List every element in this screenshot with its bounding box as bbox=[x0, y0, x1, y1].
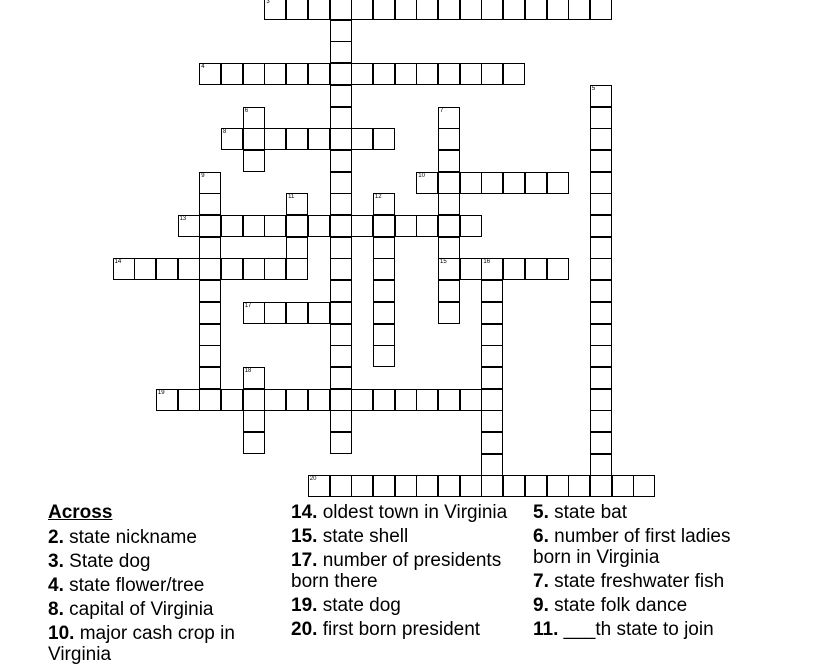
grid-cell[interactable] bbox=[547, 0, 569, 20]
grid-cell[interactable] bbox=[481, 0, 503, 20]
across-heading: Across bbox=[48, 502, 113, 523]
grid-cell[interactable] bbox=[178, 258, 200, 280]
grid-cell[interactable] bbox=[264, 0, 286, 20]
clue-text: oldest town in Virginia bbox=[322, 502, 508, 523]
clue-item bbox=[291, 595, 521, 616]
grid-cell[interactable] bbox=[438, 258, 460, 280]
grid-cell[interactable] bbox=[547, 475, 569, 497]
grid-cell[interactable] bbox=[395, 63, 417, 85]
grid-cell[interactable] bbox=[481, 367, 503, 389]
grid-cell[interactable] bbox=[199, 345, 221, 367]
grid-cell[interactable] bbox=[590, 85, 612, 107]
grid-cell[interactable] bbox=[590, 367, 612, 389]
grid-cell[interactable] bbox=[330, 85, 352, 107]
grid-cell[interactable] bbox=[330, 432, 352, 454]
clue-text: first born president bbox=[322, 619, 481, 640]
clue-text: number of first ladies born in Virginia bbox=[533, 526, 731, 568]
clue-number: 7. bbox=[533, 571, 549, 592]
grid-cell[interactable] bbox=[264, 258, 286, 280]
clue-item bbox=[291, 619, 521, 640]
clue-number: 15. bbox=[291, 526, 318, 547]
clues-across-column bbox=[48, 502, 278, 668]
grid-cell[interactable] bbox=[243, 389, 265, 411]
grid-cell[interactable] bbox=[330, 41, 352, 63]
grid-cell[interactable] bbox=[547, 172, 569, 194]
clue-text: state shell bbox=[322, 526, 409, 547]
grid-cell[interactable] bbox=[503, 63, 525, 85]
cell-number: 14 bbox=[114, 259, 122, 266]
grid-cell[interactable] bbox=[221, 63, 243, 85]
grid-cell[interactable] bbox=[590, 237, 612, 259]
grid-cell[interactable] bbox=[330, 324, 352, 346]
grid-cell[interactable] bbox=[243, 128, 265, 150]
grid-cell[interactable] bbox=[330, 172, 352, 194]
grid-cell[interactable] bbox=[113, 258, 135, 280]
grid-cell[interactable] bbox=[373, 0, 395, 20]
cell-number: 16 bbox=[483, 259, 491, 266]
grid-cell[interactable] bbox=[221, 389, 243, 411]
grid-cell[interactable] bbox=[373, 215, 395, 237]
grid-cell[interactable] bbox=[416, 215, 438, 237]
clue-item bbox=[533, 502, 763, 523]
grid-cell[interactable] bbox=[460, 475, 482, 497]
clue-item bbox=[533, 571, 763, 592]
grid-cell[interactable] bbox=[481, 454, 503, 476]
cell-number: 15 bbox=[440, 259, 447, 266]
grid-cell[interactable] bbox=[438, 172, 460, 194]
grid-cell[interactable] bbox=[416, 0, 438, 20]
cell-number: 12 bbox=[374, 194, 382, 201]
grid-cell[interactable] bbox=[438, 128, 460, 150]
grid-cell[interactable] bbox=[199, 215, 221, 237]
grid-cell[interactable] bbox=[264, 215, 286, 237]
grid-cell[interactable] bbox=[243, 215, 265, 237]
grid-cell[interactable] bbox=[416, 172, 438, 194]
clue-item bbox=[291, 526, 521, 547]
grid-cell[interactable] bbox=[199, 367, 221, 389]
grid-cell[interactable] bbox=[351, 215, 373, 237]
cell-number: 5 bbox=[591, 85, 596, 92]
grid-cell[interactable] bbox=[156, 258, 178, 280]
grid-cell[interactable] bbox=[373, 475, 395, 497]
grid-cell[interactable] bbox=[286, 63, 308, 85]
grid-cell[interactable] bbox=[330, 63, 352, 85]
clues-down-column bbox=[533, 502, 763, 643]
grid-cell[interactable] bbox=[221, 128, 243, 150]
grid-cell[interactable] bbox=[308, 63, 330, 85]
grid-cell[interactable] bbox=[590, 128, 612, 150]
grid-cell[interactable] bbox=[264, 302, 286, 324]
grid-cell[interactable] bbox=[221, 215, 243, 237]
grid-cell[interactable] bbox=[481, 258, 503, 280]
grid-cell[interactable] bbox=[308, 475, 330, 497]
grid-cell[interactable] bbox=[460, 215, 482, 237]
grid-cell[interactable] bbox=[330, 475, 352, 497]
grid-cell[interactable] bbox=[351, 0, 373, 20]
cell-number: 11 bbox=[288, 194, 295, 201]
grid-cell[interactable] bbox=[330, 389, 352, 411]
grid-cell[interactable] bbox=[351, 63, 373, 85]
grid-cell[interactable] bbox=[590, 193, 612, 215]
grid-cell[interactable] bbox=[286, 0, 308, 20]
grid-cell[interactable] bbox=[264, 128, 286, 150]
clue-number: 9. bbox=[533, 595, 549, 616]
grid-cell[interactable] bbox=[351, 475, 373, 497]
grid-cell[interactable] bbox=[568, 0, 590, 20]
grid-cell[interactable] bbox=[221, 258, 243, 280]
grid-cell[interactable] bbox=[330, 345, 352, 367]
clue-text: state freshwater fish bbox=[554, 571, 725, 592]
clues-middle-column bbox=[291, 502, 521, 643]
cell-number: 17 bbox=[244, 302, 252, 309]
grid-cell[interactable] bbox=[330, 367, 352, 389]
grid-cell[interactable] bbox=[525, 0, 547, 20]
grid-cell[interactable] bbox=[481, 475, 503, 497]
cell-number: 13 bbox=[179, 216, 187, 222]
grid-cell[interactable] bbox=[590, 432, 612, 454]
grid-cell[interactable] bbox=[243, 150, 265, 172]
grid-cell[interactable] bbox=[373, 345, 395, 367]
clue-number: 14. bbox=[291, 502, 318, 523]
grid-cell[interactable] bbox=[243, 302, 265, 324]
grid-cell[interactable] bbox=[286, 237, 308, 259]
grid-cell[interactable] bbox=[373, 324, 395, 346]
grid-cell[interactable] bbox=[438, 193, 460, 215]
grid-cell[interactable] bbox=[438, 237, 460, 259]
grid-cell[interactable] bbox=[286, 258, 308, 280]
grid-cell[interactable] bbox=[330, 237, 352, 259]
grid-cell[interactable] bbox=[373, 389, 395, 411]
clue-number: 10. bbox=[48, 623, 75, 644]
grid-cell[interactable] bbox=[525, 258, 547, 280]
grid-cell[interactable] bbox=[395, 215, 417, 237]
clue-text: major cash crop in Virginia bbox=[48, 623, 235, 665]
grid-cell[interactable] bbox=[438, 389, 460, 411]
grid-cell[interactable] bbox=[178, 215, 200, 237]
clue-number: 20. bbox=[291, 619, 318, 640]
grid-cell[interactable] bbox=[395, 0, 417, 20]
cell-number: 19 bbox=[157, 389, 165, 396]
grid-cell[interactable] bbox=[547, 258, 569, 280]
grid-cell[interactable] bbox=[330, 128, 352, 150]
grid-cell[interactable] bbox=[286, 302, 308, 324]
clue-item bbox=[48, 599, 278, 620]
grid-cell[interactable] bbox=[460, 63, 482, 85]
grid-cell[interactable] bbox=[503, 475, 525, 497]
grid-cell[interactable] bbox=[373, 302, 395, 324]
grid-cell[interactable] bbox=[199, 280, 221, 302]
grid-cell[interactable] bbox=[373, 128, 395, 150]
grid-cell[interactable] bbox=[351, 389, 373, 411]
grid-cell[interactable] bbox=[612, 475, 634, 497]
grid-cell[interactable] bbox=[286, 128, 308, 150]
clue-item bbox=[533, 619, 763, 640]
clue-number: 2. bbox=[48, 527, 64, 548]
grid-cell[interactable] bbox=[481, 172, 503, 194]
cell-number: 4 bbox=[201, 64, 205, 71]
grid-cell[interactable] bbox=[199, 63, 221, 85]
cell-number: 18 bbox=[244, 367, 252, 374]
grid-cell[interactable] bbox=[438, 475, 460, 497]
clue-text: capital of Virginia bbox=[69, 599, 214, 620]
clue-item bbox=[48, 575, 278, 596]
grid-cell[interactable] bbox=[330, 107, 352, 129]
grid-cell[interactable] bbox=[243, 410, 265, 432]
grid-cell[interactable] bbox=[308, 0, 330, 20]
grid-cell[interactable] bbox=[308, 389, 330, 411]
cell-number: 3 bbox=[266, 0, 270, 5]
grid-cell[interactable] bbox=[395, 389, 417, 411]
grid-cell[interactable] bbox=[503, 0, 525, 20]
clue-text: state flower/tree bbox=[69, 575, 205, 596]
grid-cell[interactable] bbox=[373, 193, 395, 215]
grid-cell[interactable] bbox=[286, 389, 308, 411]
grid-cell[interactable] bbox=[590, 389, 612, 411]
cell-number: 8 bbox=[223, 129, 227, 136]
grid-cell[interactable] bbox=[373, 280, 395, 302]
grid-cell[interactable] bbox=[243, 107, 265, 129]
clue-number: 6. bbox=[533, 526, 549, 547]
grid-cell[interactable] bbox=[590, 302, 612, 324]
grid-cell[interactable] bbox=[503, 172, 525, 194]
grid-cell[interactable] bbox=[178, 389, 200, 411]
grid-cell[interactable] bbox=[373, 258, 395, 280]
clue-text: ___th state to join bbox=[563, 619, 714, 640]
grid-cell[interactable] bbox=[590, 410, 612, 432]
grid-cell[interactable] bbox=[199, 389, 221, 411]
clue-text: number of presidents born there bbox=[291, 550, 502, 592]
cell-number: 7 bbox=[440, 107, 444, 114]
grid-cell[interactable] bbox=[199, 302, 221, 324]
grid-cell[interactable] bbox=[199, 237, 221, 259]
grid-cell[interactable] bbox=[590, 454, 612, 476]
clue-number: 11. bbox=[533, 619, 559, 640]
grid-cell[interactable] bbox=[438, 215, 460, 237]
grid-cell[interactable] bbox=[416, 389, 438, 411]
grid-cell[interactable] bbox=[243, 367, 265, 389]
grid-cell[interactable] bbox=[395, 475, 417, 497]
grid-cell[interactable] bbox=[460, 0, 482, 20]
grid-cell[interactable] bbox=[199, 324, 221, 346]
grid-cell[interactable] bbox=[264, 389, 286, 411]
clue-item bbox=[48, 527, 278, 548]
grid-cell[interactable] bbox=[525, 172, 547, 194]
grid-cell[interactable] bbox=[330, 150, 352, 172]
clue-number: 17. bbox=[291, 550, 318, 571]
clue-item bbox=[48, 623, 278, 665]
grid-cell[interactable] bbox=[199, 258, 221, 280]
grid-cell[interactable] bbox=[481, 410, 503, 432]
grid-cell[interactable] bbox=[481, 324, 503, 346]
grid-cell[interactable] bbox=[568, 475, 590, 497]
grid-cell[interactable] bbox=[330, 280, 352, 302]
clue-item bbox=[48, 551, 278, 572]
grid-cell[interactable] bbox=[438, 107, 460, 129]
grid-cell[interactable] bbox=[330, 215, 352, 237]
grid-cell[interactable] bbox=[438, 280, 460, 302]
grid-cell[interactable] bbox=[199, 193, 221, 215]
grid-cell[interactable] bbox=[460, 258, 482, 280]
grid-cell[interactable] bbox=[351, 128, 373, 150]
clue-text: state dog bbox=[322, 595, 401, 616]
grid-cell[interactable] bbox=[460, 389, 482, 411]
grid-cell[interactable] bbox=[438, 302, 460, 324]
clue-item bbox=[291, 550, 521, 592]
grid-cell[interactable] bbox=[308, 128, 330, 150]
grid-cell[interactable] bbox=[308, 302, 330, 324]
clue-item bbox=[533, 526, 763, 568]
clue-text: State dog bbox=[69, 551, 151, 572]
grid-cell[interactable] bbox=[330, 258, 352, 280]
clue-number: 4. bbox=[48, 575, 64, 596]
grid-cell[interactable] bbox=[438, 63, 460, 85]
grid-cell[interactable] bbox=[590, 475, 612, 497]
grid-cell[interactable] bbox=[330, 0, 352, 20]
grid-cell[interactable] bbox=[590, 150, 612, 172]
grid-cell[interactable] bbox=[286, 193, 308, 215]
grid-cell[interactable] bbox=[590, 172, 612, 194]
clue-number: 5. bbox=[533, 502, 549, 523]
grid-cell[interactable] bbox=[330, 20, 352, 42]
grid-cell[interactable] bbox=[416, 475, 438, 497]
grid-cell[interactable] bbox=[286, 215, 308, 237]
grid-cell[interactable] bbox=[156, 389, 178, 411]
cell-number: 9 bbox=[201, 172, 205, 179]
grid-cell[interactable] bbox=[308, 215, 330, 237]
grid-cell[interactable] bbox=[373, 237, 395, 259]
cell-number: 6 bbox=[244, 107, 249, 114]
grid-cell[interactable] bbox=[590, 258, 612, 280]
grid-cell[interactable] bbox=[330, 302, 352, 324]
grid-cell[interactable] bbox=[590, 0, 612, 20]
clue-item bbox=[291, 502, 521, 523]
grid-cell[interactable] bbox=[243, 258, 265, 280]
grid-cell[interactable] bbox=[590, 345, 612, 367]
clue-number: 19. bbox=[291, 595, 318, 616]
grid-cell[interactable] bbox=[330, 193, 352, 215]
grid-cell[interactable] bbox=[481, 345, 503, 367]
clue-number: 8. bbox=[48, 599, 64, 620]
grid-cell[interactable] bbox=[438, 150, 460, 172]
clue-item bbox=[533, 595, 763, 616]
grid-cell[interactable] bbox=[264, 63, 286, 85]
grid-cell[interactable] bbox=[243, 63, 265, 85]
grid-cell[interactable] bbox=[438, 0, 460, 20]
grid-cell[interactable] bbox=[481, 389, 503, 411]
clue-text: state folk dance bbox=[554, 595, 688, 616]
grid-cell[interactable] bbox=[590, 280, 612, 302]
grid-cell[interactable] bbox=[416, 63, 438, 85]
grid-cell[interactable] bbox=[481, 280, 503, 302]
clue-text: state bat bbox=[554, 502, 628, 523]
grid-cell[interactable] bbox=[633, 475, 655, 497]
clue-number: 3. bbox=[48, 551, 64, 572]
grid-cell[interactable] bbox=[243, 432, 265, 454]
grid-cell[interactable] bbox=[330, 410, 352, 432]
cell-number: 20 bbox=[309, 476, 317, 483]
grid-cell[interactable] bbox=[481, 63, 503, 85]
clue-text: state nickname bbox=[69, 527, 197, 548]
grid-cell[interactable] bbox=[525, 475, 547, 497]
cell-number: 10 bbox=[418, 172, 425, 179]
grid-cell[interactable] bbox=[134, 258, 156, 280]
grid-cell[interactable] bbox=[590, 107, 612, 129]
grid-cell[interactable] bbox=[590, 324, 612, 346]
grid-cell[interactable] bbox=[481, 432, 503, 454]
grid-cell[interactable] bbox=[460, 172, 482, 194]
grid-cell[interactable] bbox=[503, 258, 525, 280]
grid-cell[interactable] bbox=[373, 63, 395, 85]
grid-cell[interactable] bbox=[481, 302, 503, 324]
grid-cell[interactable] bbox=[199, 172, 221, 194]
grid-cell[interactable] bbox=[590, 215, 612, 237]
